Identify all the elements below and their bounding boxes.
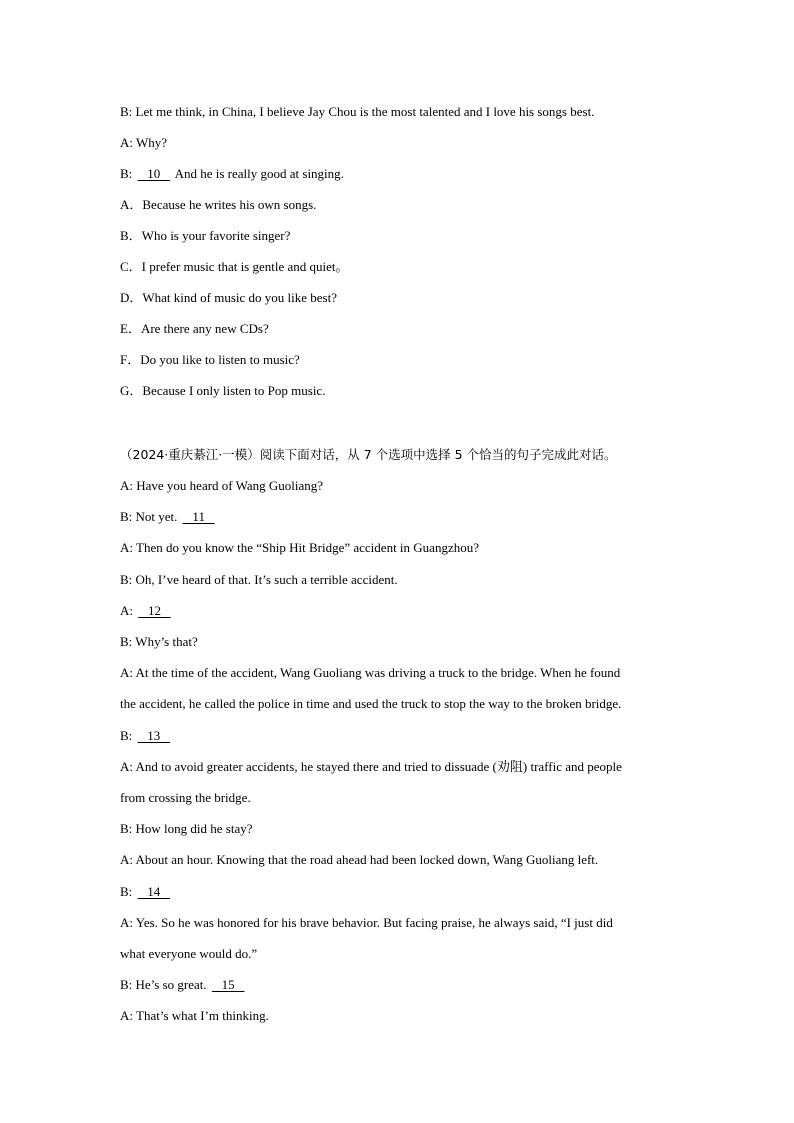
line-prefix: B: He’s so great. [120,977,210,992]
dialogue-line-blank-15 [120,977,246,993]
dialogue-line: B: Let me think, in China, I believe Jay Chou is the most talented and I love his songs best. [120,104,595,119]
dialogue-line: A: And to avoid greater accidents, he stayed there and tried to dissuade (劝阻) traffic and people [120,759,622,774]
answer-blank-10[interactable]: 10 [137,166,171,181]
dialogue-line-blank-14 [120,884,172,900]
line-prefix: B: Not yet. [120,509,181,524]
dialogue-line: B: How long did he stay? [120,821,253,836]
dialogue-line: A: Why? [120,135,168,150]
answer-blank-12[interactable]: 12 [138,603,171,618]
dialogue-line: B: Oh, I’ve heard of that. It’s such a terrible accident. [120,572,398,587]
dialogue-line: A: Yes. So he was honored for his brave behavior. But facing praise, he always said, “I just did [120,915,613,930]
option-d: D．What kind of music do you like best? [120,290,337,305]
option-g: G．Because I only listen to Pop music. [120,383,326,398]
dialogue-line: A: Have you heard of Wang Guoliang? [120,478,324,493]
dialogue-line: from crossing the bridge. [120,790,251,805]
option-c: C．I prefer music that is gentle and quiet。 [120,259,349,274]
dialogue-line: A: About an hour. Knowing that the road ahead had been locked down, Wang Guoliang left. [120,852,599,867]
dialogue-line-blank-10 [120,166,344,182]
option-f: F．Do you like to listen to music? [120,352,300,367]
dialogue-line: what everyone would do.” [120,946,258,961]
line-prefix: B: [120,884,136,899]
answer-blank-11[interactable]: 11 [182,509,215,524]
option-b: B．Who is your favorite singer? [120,228,291,243]
dialogue-line: A: Then do you know the “Ship Hit Bridge” accident in Guangzhou? [120,540,479,555]
dialogue-line: A: That’s what I’m thinking. [120,1008,269,1023]
dialogue-line: B: Why’s that? [120,634,198,649]
line-prefix: A: [120,603,137,618]
answer-blank-13[interactable]: 13 [137,728,171,743]
option-e: E．Are there any new CDs? [120,321,269,336]
answer-blank-14[interactable]: 14 [137,884,171,899]
line-suffix: And he is really good at singing. [172,166,344,181]
dialogue-line-blank-11 [120,509,217,525]
section-heading: （2024·重庆綦江·一模）阅读下面对话，从 7 个选项中选择 5 个恰当的句子完成此对话。 [120,447,617,462]
answer-blank-15[interactable]: 15 [211,977,245,992]
option-a: A．Because he writes his own songs. [120,197,317,212]
line-prefix: B: [120,166,136,181]
dialogue-line: the accident, he called the police in time and used the truck to stop the way to the broken bridge. [120,696,622,711]
dialogue-line: A: At the time of the accident, Wang Guoliang was driving a truck to the bridge. When he found [120,665,621,680]
line-prefix: B: [120,728,136,743]
dialogue-line-blank-13 [120,728,172,744]
dialogue-line-blank-12 [120,603,173,619]
